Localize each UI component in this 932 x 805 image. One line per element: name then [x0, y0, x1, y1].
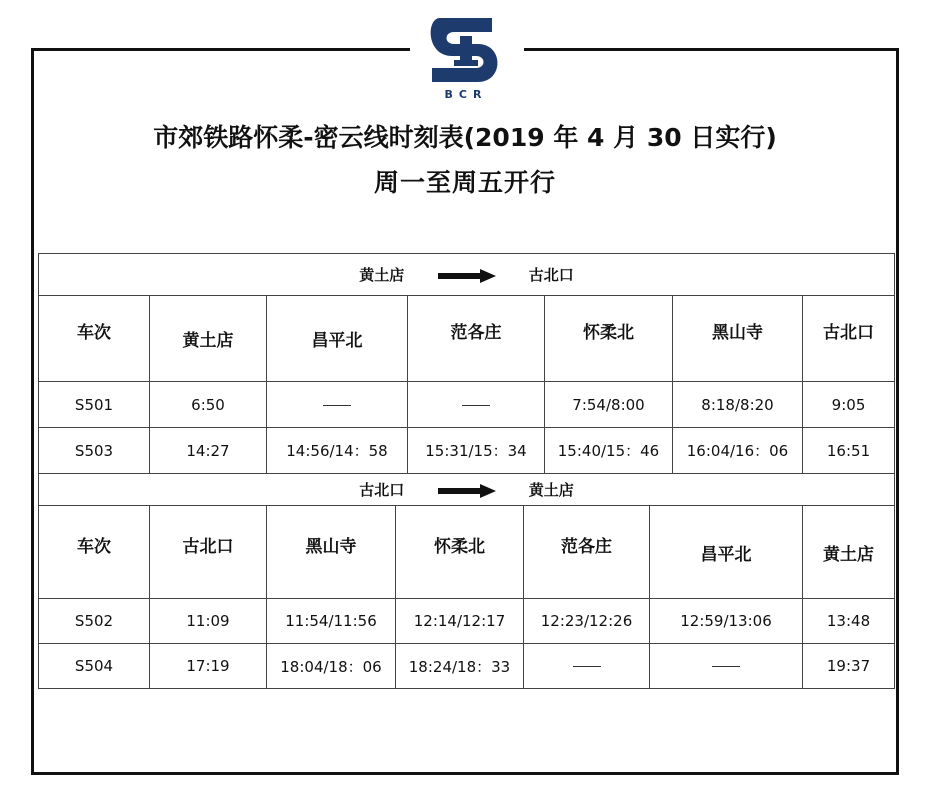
- time-cell: 11:09: [150, 599, 267, 644]
- table-row: [39, 644, 895, 689]
- time-cell: 18:04/18：06: [267, 644, 396, 689]
- column-header: 黑山寺: [673, 296, 803, 382]
- train-number: S501: [39, 382, 150, 428]
- direction-header: [39, 254, 895, 296]
- time-cell: 11:54/11:56: [267, 599, 396, 644]
- timetable-return: [38, 473, 895, 689]
- direction-from: 黄土店: [359, 266, 405, 284]
- column-header: 古北口: [150, 506, 267, 599]
- table-row: [39, 382, 895, 428]
- table-row: [39, 599, 895, 644]
- column-header: 车次: [39, 296, 150, 382]
- time-cell-no-stop: [267, 382, 408, 428]
- direction-row: [39, 474, 895, 506]
- time-cell: 6:50: [150, 382, 267, 428]
- dash-icon: [573, 666, 601, 667]
- time-cell: 16:04/16：06: [673, 428, 803, 474]
- table-header-row: [39, 296, 895, 382]
- time-cell: 19:37: [803, 644, 895, 689]
- page-subtitle: 周一至周五开行: [373, 168, 556, 197]
- time-cell: 12:59/13:06: [650, 599, 803, 644]
- table-header-row: [39, 506, 895, 599]
- timetable-outbound: [38, 253, 895, 474]
- frame-top-line-left: [31, 48, 410, 51]
- arrow-right-icon: [438, 484, 496, 498]
- logo-text: BCR: [444, 88, 488, 101]
- column-header: 范各庄: [524, 506, 650, 599]
- column-header: 古北口: [803, 296, 895, 382]
- dash-icon: [712, 666, 740, 667]
- frame-top-line-right: [524, 48, 899, 51]
- direction-row: [39, 254, 895, 296]
- time-cell: 14:56/14：58: [267, 428, 408, 474]
- time-cell: 14:27: [150, 428, 267, 474]
- time-cell-no-stop: [650, 644, 803, 689]
- train-number: S504: [39, 644, 150, 689]
- time-cell: 16:51: [803, 428, 895, 474]
- arrow-right-icon: [438, 269, 496, 283]
- dash-icon: [462, 405, 490, 406]
- time-cell: 15:40/15：46: [545, 428, 673, 474]
- column-header: 昌平北: [650, 506, 803, 599]
- page-title: 市郊铁路怀柔-密云线时刻表(2019 年 4 月 30 日实行): [153, 123, 777, 152]
- column-header: 黄土店: [150, 296, 267, 382]
- direction-to: 黄土店: [528, 481, 574, 499]
- dash-icon: [323, 405, 351, 406]
- direction-from: 古北口: [359, 481, 405, 499]
- time-cell: 17:19: [150, 644, 267, 689]
- time-cell: 8:18/8:20: [673, 382, 803, 428]
- time-cell: 13:48: [803, 599, 895, 644]
- time-cell-no-stop: [524, 644, 650, 689]
- column-header: 昌平北: [267, 296, 408, 382]
- time-cell-no-stop: [408, 382, 545, 428]
- train-number: S503: [39, 428, 150, 474]
- time-cell: 9:05: [803, 382, 895, 428]
- time-cell: 12:23/12:26: [524, 599, 650, 644]
- direction-header: [39, 474, 895, 506]
- time-cell: 18:24/18：33: [396, 644, 524, 689]
- time-cell: 7:54/8:00: [545, 382, 673, 428]
- column-header: 怀柔北: [396, 506, 524, 599]
- time-cell: 12:14/12:17: [396, 599, 524, 644]
- column-header: 车次: [39, 506, 150, 599]
- direction-to: 古北口: [528, 266, 574, 284]
- column-header: 黑山寺: [267, 506, 396, 599]
- time-cell: 15:31/15：34: [408, 428, 545, 474]
- column-header: 黄土店: [803, 506, 895, 599]
- column-header: 怀柔北: [545, 296, 673, 382]
- table-row: [39, 428, 895, 474]
- train-number: S502: [39, 599, 150, 644]
- column-header: 范各庄: [408, 296, 545, 382]
